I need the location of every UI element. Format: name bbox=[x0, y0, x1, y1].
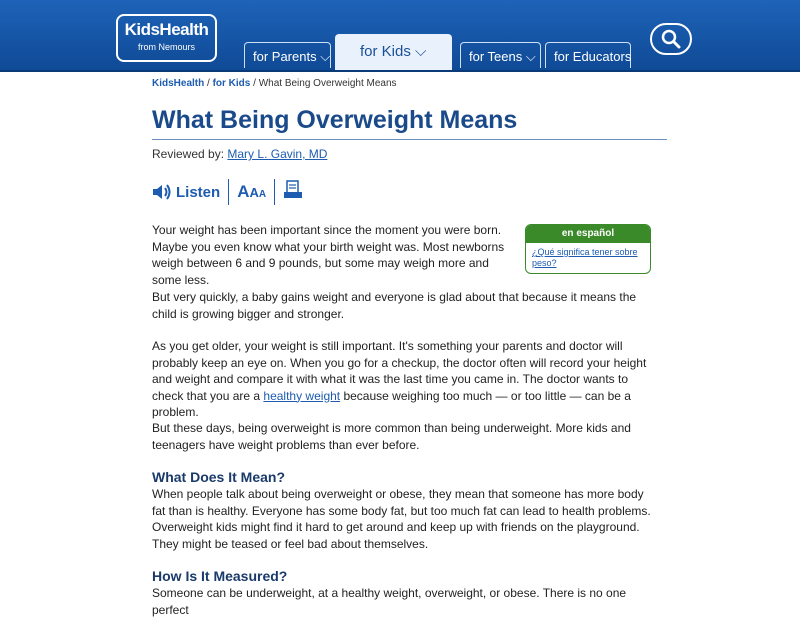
section-heading-how-is-it-measured: How Is It Measured? bbox=[152, 568, 288, 584]
tab-label: for Educators bbox=[554, 49, 632, 64]
tab-for-educators[interactable] bbox=[545, 42, 631, 68]
kidshealth-logo[interactable] bbox=[116, 14, 217, 62]
toolbar-divider bbox=[274, 179, 275, 205]
speaker-icon bbox=[152, 183, 172, 201]
paragraph-6: Someone can be underweight, at a healthy weight, overweight, or obese. There is no one perfect bbox=[152, 586, 627, 617]
text-size-medium: A bbox=[249, 185, 259, 200]
breadcrumb-current: What Being Overweight Means bbox=[258, 78, 397, 89]
tab-for-kids[interactable] bbox=[335, 34, 452, 70]
paragraph-5: When people talk about being overweight or obese, they mean that someone has more body fat than is healthy. Everyone has some body fat, but too much fat can lead to health problems. Overweight kids might find it hard to get around and keep up with friends on the playground. They might be teased or feel bad about themselves. bbox=[152, 487, 651, 551]
paragraph-3-text-end: because weighing too much — or too little — can be a problem. bbox=[152, 388, 631, 419]
page-title: What Being Overweight Means bbox=[152, 106, 667, 140]
print-icon bbox=[283, 180, 303, 200]
paragraph-4: But these days, being overweight is more common than being underweight. More kids and teenagers have weight problems than ever before. bbox=[152, 421, 631, 452]
breadcrumb-section-link[interactable]: for Kids bbox=[212, 78, 251, 89]
logo-sub-text: from Nemours bbox=[137, 42, 195, 52]
search-icon bbox=[661, 29, 681, 49]
spanish-article-link[interactable]: ¿Qué significa tener sobre peso? bbox=[532, 247, 638, 268]
paragraph-3-text: As you get older, your weight is still important. It's something your parents and doctor will probably keep an eye on. When you go for a checkup, the doctor often will record your height and weight and compare it with what it was the last time you came in. The doctor wants to check that you are a bbox=[152, 339, 647, 403]
chevron-down-icon: ⌵ bbox=[415, 43, 427, 60]
reviewer-link[interactable]: Mary L. Gavin, MD bbox=[227, 147, 328, 161]
breadcrumb-home-link[interactable]: KidsHealth bbox=[152, 78, 205, 89]
paragraph-1: Your weight has been important since the moment you were born. Maybe you even know what your birth weight was. Most newborns weigh between 6 and 9 pounds, but some may weigh more and some less. bbox=[152, 223, 505, 287]
section-heading-what-does-it-mean: What Does It Mean? bbox=[152, 469, 286, 485]
tab-label: for Parents bbox=[253, 49, 317, 64]
chevron-down-icon: ⌵ bbox=[525, 49, 536, 64]
text-size-button[interactable] bbox=[237, 182, 266, 202]
listen-button[interactable] bbox=[152, 183, 220, 201]
spanish-version-box bbox=[525, 224, 651, 274]
toolbar-divider bbox=[228, 179, 229, 205]
logo-main-text: KidsHealth bbox=[124, 20, 209, 39]
spanish-box-title: en español bbox=[526, 225, 650, 243]
tab-label: for Kids bbox=[360, 43, 411, 60]
reviewed-by bbox=[152, 147, 327, 161]
search-button[interactable] bbox=[650, 23, 692, 55]
breadcrumb bbox=[152, 78, 397, 89]
paragraph-2: But very quickly, a baby gains weight and everyone is glad about that because it means the child is growing bigger and stronger. bbox=[152, 290, 637, 321]
tab-for-parents[interactable] bbox=[244, 42, 331, 68]
tab-label: for Teens bbox=[469, 49, 523, 64]
print-button[interactable] bbox=[283, 180, 303, 205]
reviewed-prefix: Reviewed by: bbox=[152, 147, 225, 161]
listen-label: Listen bbox=[176, 183, 221, 201]
breadcrumb-separator: / bbox=[253, 78, 259, 89]
text-size-small: A bbox=[258, 189, 267, 200]
text-size-large: A bbox=[237, 182, 250, 201]
tab-for-teens[interactable] bbox=[460, 42, 541, 68]
healthy-weight-link[interactable]: healthy weight bbox=[263, 388, 341, 403]
paragraph-3 bbox=[152, 338, 652, 421]
breadcrumb-separator: / bbox=[207, 78, 213, 89]
article-toolbar bbox=[152, 178, 303, 206]
chevron-down-icon: ⌵ bbox=[320, 49, 331, 64]
site-header bbox=[0, 0, 800, 72]
